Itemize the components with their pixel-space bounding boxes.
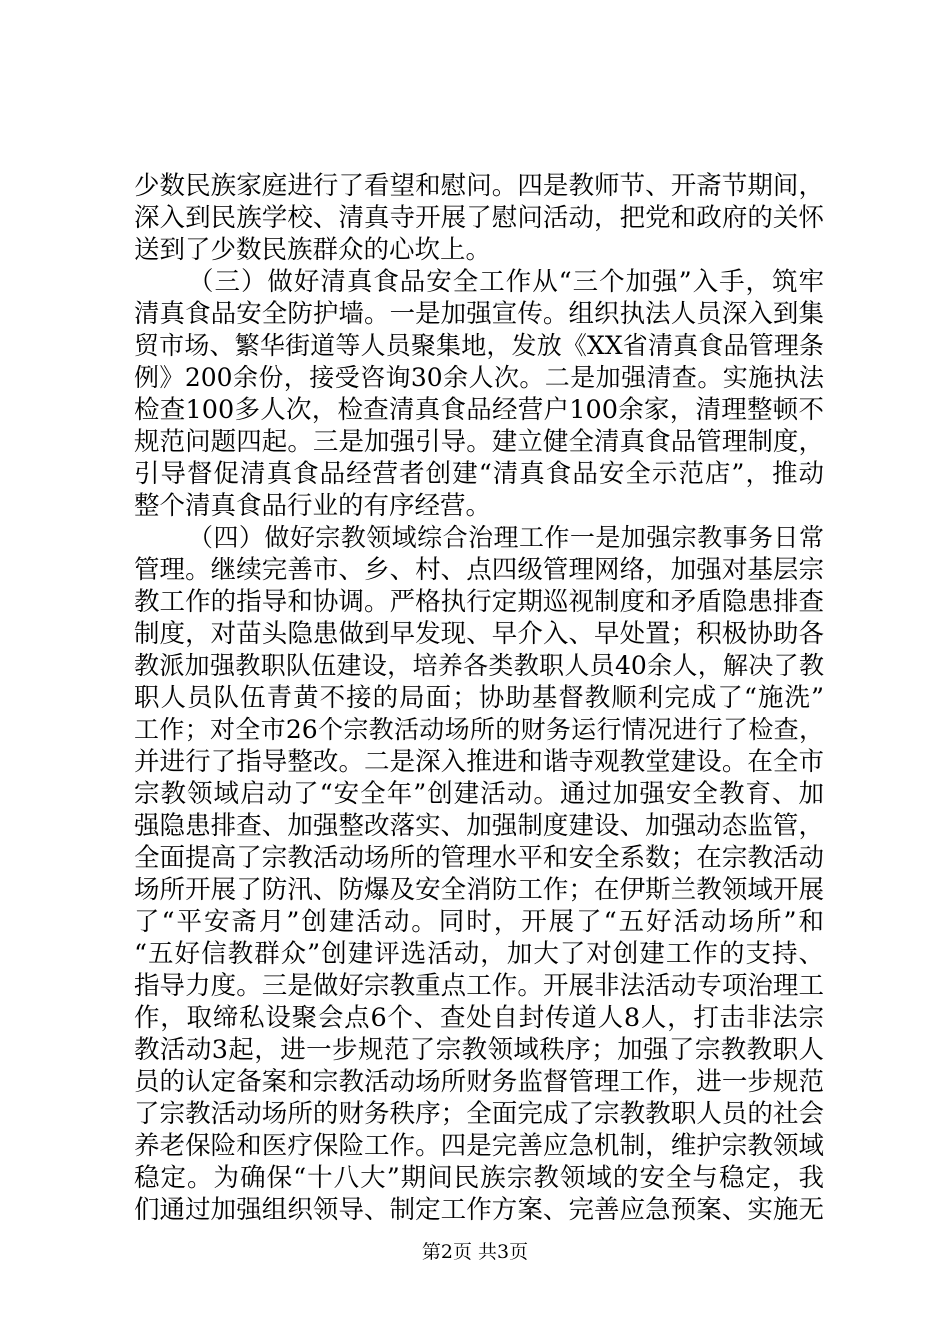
text-line: 检查100多人次，检查清真食品经营户100余家，清理整顿不 [134,395,824,425]
text-line: （三）做好清真食品安全工作从“三个加强”入手，筑牢 [188,267,824,297]
text-line: 例》200余份，接受咨询30余人次。二是加强清查。实施执法 [134,363,824,392]
text-line: 贸市场、繁华街道等人员聚集地，发放《XX省清真食品管理条 [134,331,824,360]
text-line: 整个清真食品行业的有序经营。 [134,491,492,521]
paragraph-2 [134,266,824,522]
text-line: 了宗教活动场所的财务秩序；全面完成了宗教教职人员的社会 [134,1099,824,1129]
text-line: 并进行了指导整改。二是深入推进和谐寺观教堂建设。在全市 [134,747,824,777]
text-line: 养老保险和医疗保险工作。四是完善应急机制，维护宗教领域 [134,1131,824,1161]
text-line: 员的认定备案和宗教活动场所财务监督管理工作，进一步规范 [134,1067,824,1097]
text-line: 作，取缔私设聚会点6个、查处自封传道人8人，打击非法宗 [134,1003,824,1033]
document-body [134,170,824,1226]
text-line: 少数民族家庭进行了看望和慰问。四是教师节、开斋节期间， [134,171,824,201]
text-line: “五好信教群众”创建评选活动，加大了对创建工作的支持、 [134,939,824,969]
text-line: 制度，对苗头隐患做到早发现、早介入、早处置；积极协助各 [134,619,824,649]
text-line: 教派加强教职队伍建设，培养各类教职人员40余人，解决了教 [134,651,824,680]
text-line: 送到了少数民族群众的心坎上。 [134,235,492,265]
page-number: 第2页 共3页 [421,1241,529,1263]
text-line: （四）做好宗教领域综合治理工作一是加强宗教事务日常 [188,523,824,552]
text-line: 教活动3起，进一步规范了宗教领域秩序；加强了宗教教职人 [134,1035,824,1065]
text-line: 了“平安斋月”创建活动。同时，开展了“五好活动场所”和 [134,907,824,937]
text-line: 深入到民族学校、清真寺开展了慰问活动，把党和政府的关怀 [134,203,824,233]
text-line: 管理。继续完善市、乡、村、点四级管理网络，加强对基层宗 [134,555,824,585]
paragraph-1 [134,170,824,266]
text-line: 工作；对全市26个宗教活动场所的财务运行情况进行了检查， [134,715,824,744]
page-footer [0,1239,950,1265]
text-line: 全面提高了宗教活动场所的管理水平和安全系数；在宗教活动 [134,843,824,873]
text-line: 规范问题四起。三是加强引导。建立健全清真食品管理制度， [134,427,824,457]
text-line: 场所开展了防汛、防爆及安全消防工作；在伊斯兰教领域开展 [134,875,824,905]
text-line: 职人员队伍青黄不接的局面；协助基督教顺利完成了“施洗” [134,683,824,713]
text-line: 们通过加强组织领导、制定工作方案、完善应急预案、实施无 [134,1195,824,1225]
text-line: 教工作的指导和协调。严格执行定期巡视制度和矛盾隐患排查 [134,587,824,617]
paragraph-3 [134,522,824,1226]
text-line: 指导力度。三是做好宗教重点工作。开展非法活动专项治理工 [134,971,824,1001]
text-line: 稳定。为确保“十八大”期间民族宗教领域的安全与稳定，我 [134,1163,824,1193]
text-line: 强隐患排查、加强整改落实、加强制度建设、加强动态监管， [134,811,824,841]
text-line: 宗教领域启动了“安全年”创建活动。通过加强安全教育、加 [134,779,824,809]
text-line: 引导督促清真食品经营者创建“清真食品安全示范店”，推动 [134,459,824,489]
text-line: 清真食品安全防护墙。一是加强宣传。组织执法人员深入到集 [134,299,824,329]
